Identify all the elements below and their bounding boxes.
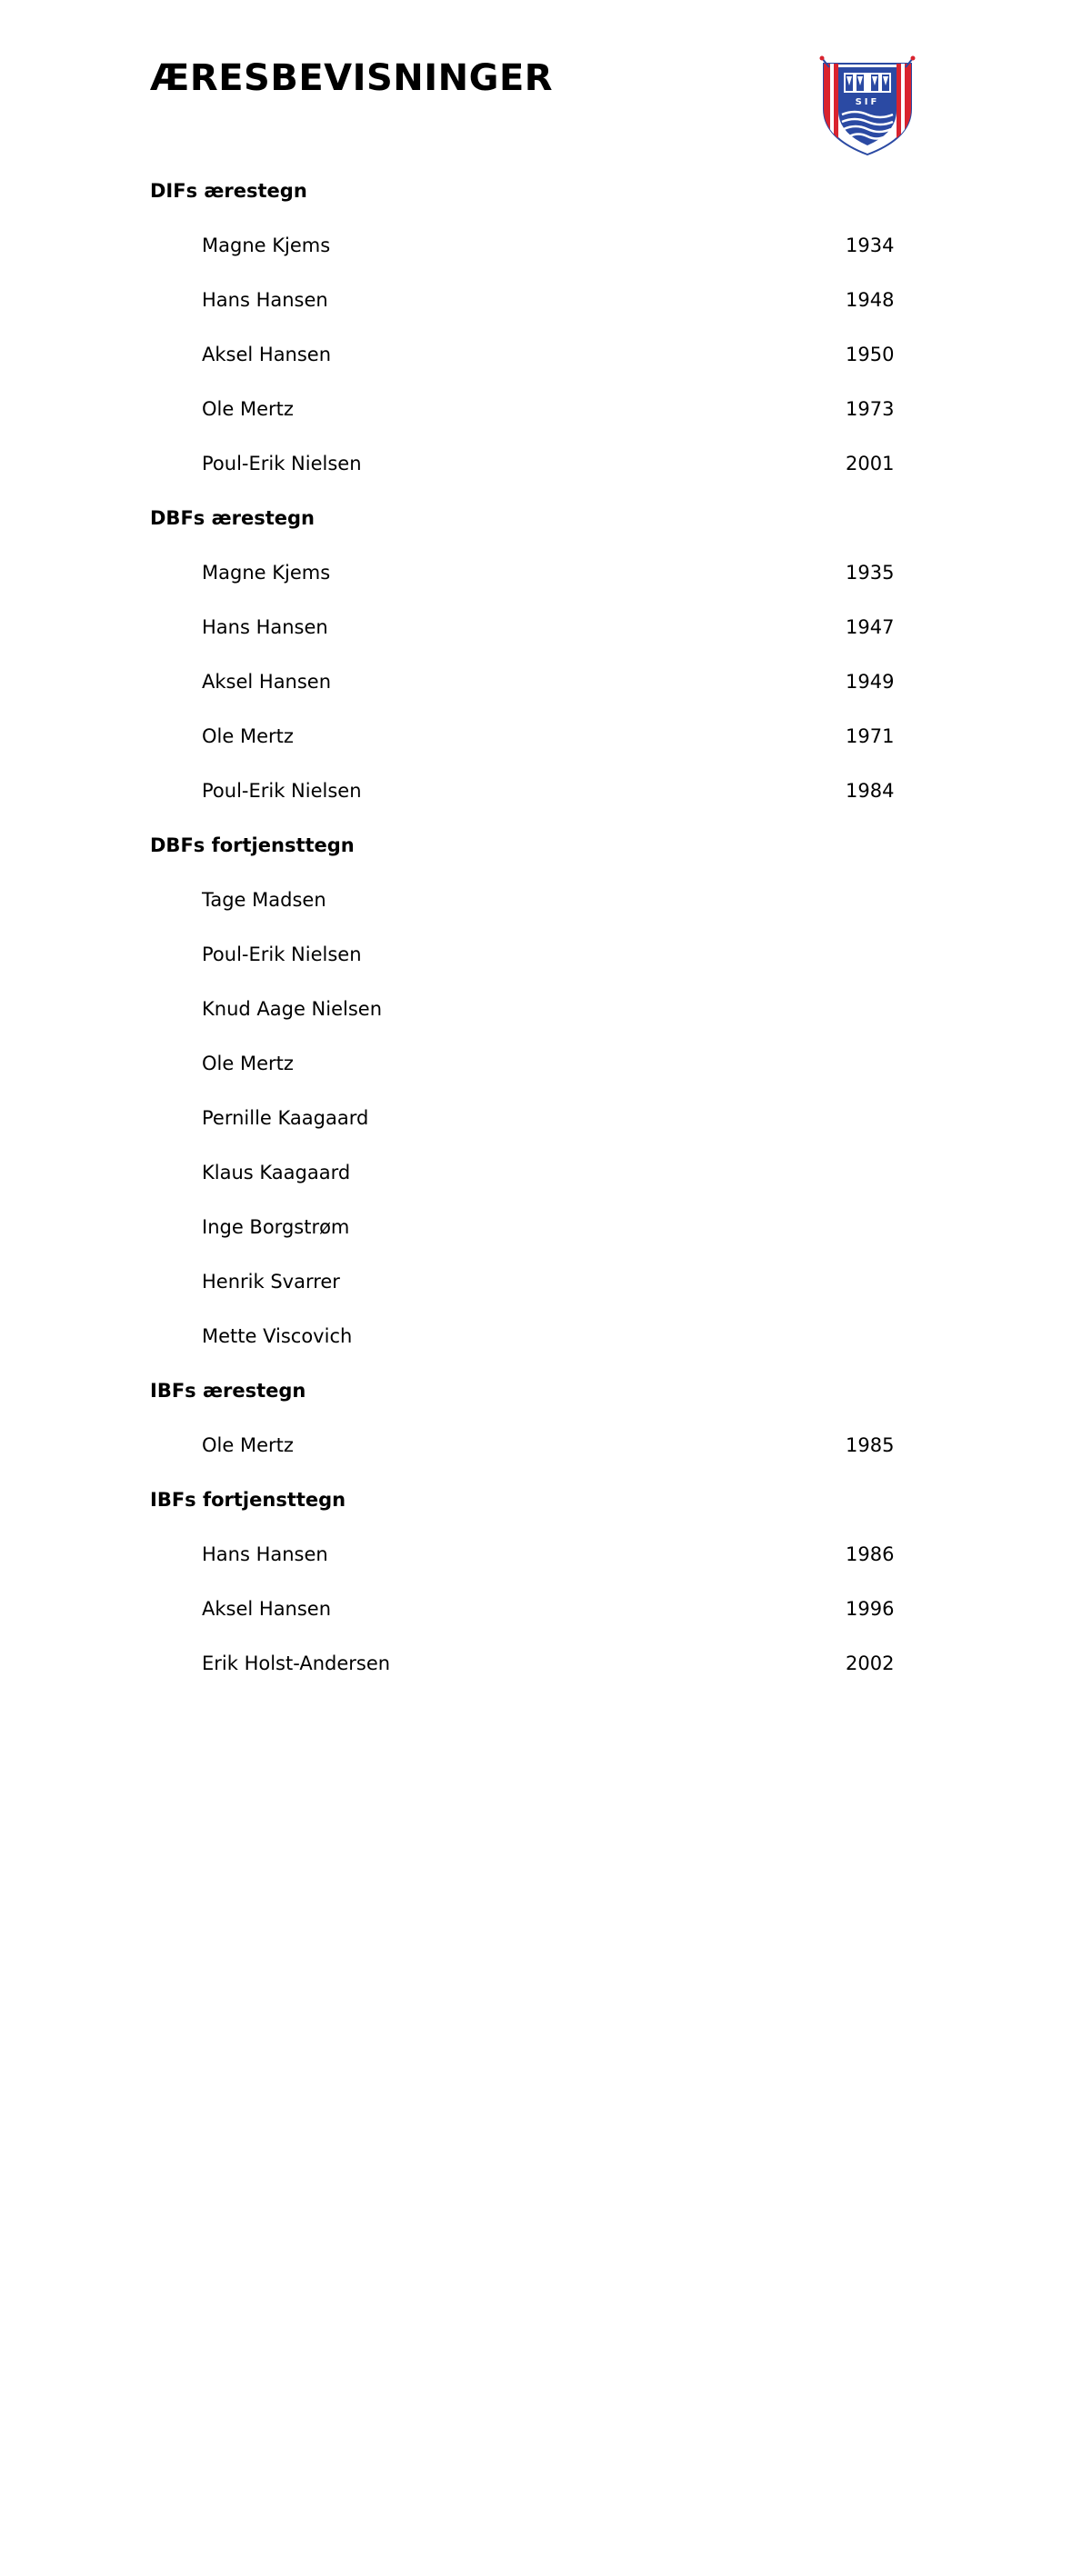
list-item (150, 218, 932, 273)
section-heading: DIFs ærestegn (150, 180, 307, 202)
section-heading: IBFs fortjensttegn (150, 1489, 346, 1511)
section-dbfs-aerestegn (150, 491, 932, 818)
list-item (150, 1036, 932, 1091)
section-heading: DBFs ærestegn (150, 507, 315, 529)
entry-name: Hans Hansen (202, 1543, 328, 1565)
entry-year: 2002 (846, 1652, 895, 1674)
list-item (150, 982, 932, 1036)
entry-year: 1986 (846, 1543, 895, 1565)
list-item (150, 436, 932, 491)
entry-name: Magne Kjems (202, 235, 331, 256)
list-item (150, 1145, 932, 1200)
page-title: ÆRESBEVISNINGER (150, 57, 554, 99)
entry-year: 1948 (846, 289, 895, 311)
entry-name: Aksel Hansen (202, 344, 332, 365)
entry-year: 1973 (846, 398, 895, 420)
club-crest-icon (817, 55, 918, 158)
entry-name: Aksel Hansen (202, 671, 332, 693)
entry-name: Poul-Erik Nielsen (202, 944, 362, 965)
list-item (150, 654, 932, 709)
entry-name: Henrik Svarrer (202, 1271, 340, 1293)
entry-year: 1996 (846, 1598, 895, 1620)
list-item (150, 764, 932, 818)
entry-name: Ole Mertz (202, 1434, 294, 1456)
entry-year: 1985 (846, 1434, 895, 1456)
entry-name: Poul-Erik Nielsen (202, 453, 362, 474)
list-item (150, 382, 932, 436)
entry-name: Inge Borgstrøm (202, 1216, 350, 1238)
list-item (150, 927, 932, 982)
crest-text: SIF (855, 97, 880, 107)
list-item (150, 600, 932, 654)
entry-year: 2001 (846, 453, 895, 474)
section-heading: IBFs ærestegn (150, 1380, 306, 1402)
list-item (150, 327, 932, 382)
section-ibfs-aerestegn (150, 1363, 932, 1473)
entry-name: Ole Mertz (202, 725, 294, 747)
list-item (150, 709, 932, 764)
section-heading: DBFs fortjensttegn (150, 834, 355, 856)
entry-year: 1935 (846, 562, 895, 584)
entry-year: 1934 (846, 235, 895, 256)
entry-name: Hans Hansen (202, 289, 328, 311)
list-item (150, 1418, 932, 1473)
entry-name: Tage Madsen (202, 889, 326, 911)
entry-year: 1984 (846, 780, 895, 802)
entry-year: 1949 (846, 671, 895, 693)
entry-name: Klaus Kaagaard (202, 1162, 351, 1183)
entry-name: Aksel Hansen (202, 1598, 332, 1620)
list-item (150, 1527, 932, 1582)
list-item (150, 545, 932, 600)
entry-name: Magne Kjems (202, 562, 331, 584)
section-ibfs-fortjensttegn (150, 1473, 932, 1691)
entry-name: Mette Viscovich (202, 1325, 353, 1347)
list-item (150, 1091, 932, 1145)
entry-name: Erik Holst-Andersen (202, 1652, 391, 1674)
entry-year: 1950 (846, 344, 895, 365)
list-item (150, 273, 932, 327)
list-item (150, 1582, 932, 1636)
entry-name: Hans Hansen (202, 616, 328, 638)
entry-name: Poul-Erik Nielsen (202, 780, 362, 802)
entry-name: Pernille Kaagaard (202, 1107, 369, 1129)
list-item (150, 1254, 932, 1309)
list-item (150, 873, 932, 927)
honors-list (150, 164, 932, 1691)
list-item (150, 1636, 932, 1691)
list-item (150, 1309, 932, 1363)
entry-name: Knud Aage Nielsen (202, 998, 383, 1020)
list-item (150, 1200, 932, 1254)
section-dbfs-fortjensttegn (150, 818, 932, 1363)
entry-year: 1947 (846, 616, 895, 638)
section-difs-aerestegn (150, 164, 932, 491)
entry-name: Ole Mertz (202, 398, 294, 420)
entry-year: 1971 (846, 725, 895, 747)
entry-name: Ole Mertz (202, 1053, 294, 1074)
